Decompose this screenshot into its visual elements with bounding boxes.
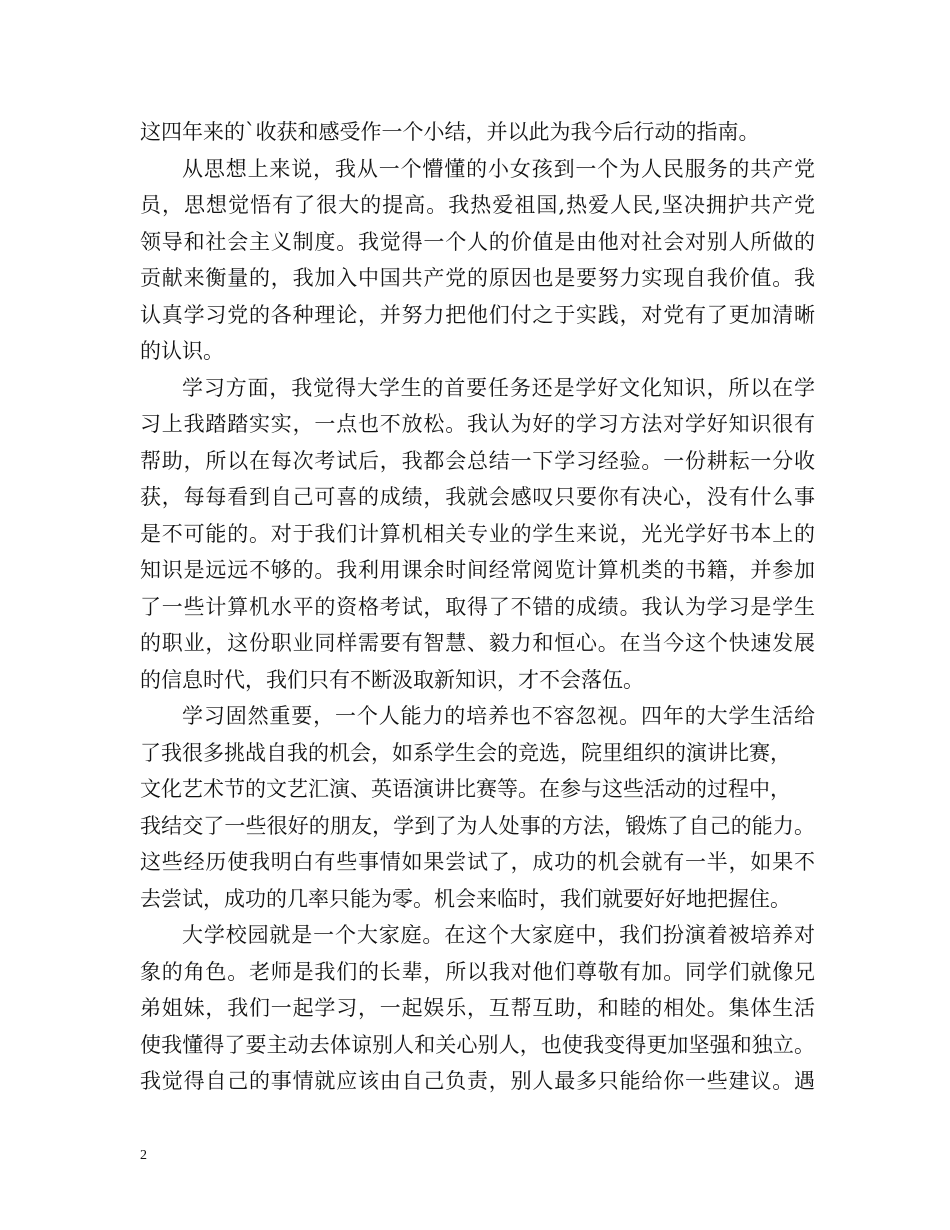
text-line: 员，思想觉悟有了很大的提高。我热爱祖国,热爱人民,坚决拥护共产党 [140,193,815,217]
text-line: 象的角色。老师是我们的长辈，所以我对他们尊敬有加。同学们就像兄 [140,959,815,984]
page-number: 2 [140,1148,147,1163]
text-line: 了我很多挑战自我的机会，如系学生会的竞选，院里组织的演讲比赛， [140,740,791,765]
text-line: 帮助，所以在每次考试后，我都会总结一下学习经验。一份耕耘一分收 [140,448,815,473]
text-line: 的认识。 [140,339,224,363]
paragraph-first-line: 学习固然重要，一个人能力的培养也不容忽视。四年的大学生活给 [182,704,815,728]
text-line: 领导和社会主义制度。我觉得一个人的价值是由他对社会对别人所做的 [140,229,815,254]
text-line: 获，每每看到自己可喜的成绩，我就会感叹只要你有决心，没有什么事 [140,485,815,509]
text-line: 我觉得自己的事情就应该由自己负责，别人最多只能给你一些建议。遇 [140,1069,815,1093]
text-line: 认真学习党的各种理论，并努力把他们付之于实践，对党有了更加清晰 [140,302,815,327]
text-line: 的职业，这份职业同样需要有智慧、毅力和恒心。在当今这个快速发展 [140,631,815,655]
paragraph-first-line: 大学校园就是一个大家庭。在这个大家庭中，我们扮演着被培养对 [182,923,815,947]
text-line: 是不可能的。对于我们计算机相关专业的学生来说，光光学好书本上的 [140,521,815,546]
text-line: 我结交了一些很好的朋友，学到了为人处事的方法，锻炼了自己的能力。 [140,813,815,838]
text-line: 这些经历使我明白有些事情如果尝试了，成功的机会就有一半，如果不 [140,850,815,874]
text-line: 使我懂得了要主动去体谅别人和关心别人，也使我变得更加坚强和独立。 [140,1032,815,1057]
paragraph-first-line: 从思想上来说，我从一个懵懂的小女孩到一个为人民服务的共产党 [182,156,815,181]
paragraph-first-line: 学习方面，我觉得大学生的首要任务还是学好文化知识，所以在学 [182,375,815,400]
document-body [140,114,815,1100]
text-line: 去尝试，成功的几率只能为零。机会来临时，我们就要好好地把握住。 [140,886,791,911]
text-line: 了一些计算机水平的资格考试，取得了不错的成绩。我认为学习是学生 [140,594,815,619]
text-line: 文化艺术节的文艺汇演、英语演讲比赛等。在参与这些活动的过程中， [140,777,791,801]
text-line: 习上我踏踏实实，一点也不放松。我认为好的学习方法对学好知识很有 [140,412,815,436]
text-line: 这四年来的`收获和感受作一个小结，并以此为我今后行动的指南。 [140,120,760,144]
text-line: 知识是远远不够的。我利用课余时间经常阅览计算机类的书籍，并参加 [140,558,815,582]
text-line: 弟姐妹，我们一起学习，一起娱乐，互帮互助，和睦的相处。集体生活 [140,996,815,1020]
text-line: 贡献来衡量的，我加入中国共产党的原因也是要努力实现自我价值。我 [140,266,815,290]
text-line: 的信息时代，我们只有不断汲取新知识，才不会落伍。 [140,667,644,692]
